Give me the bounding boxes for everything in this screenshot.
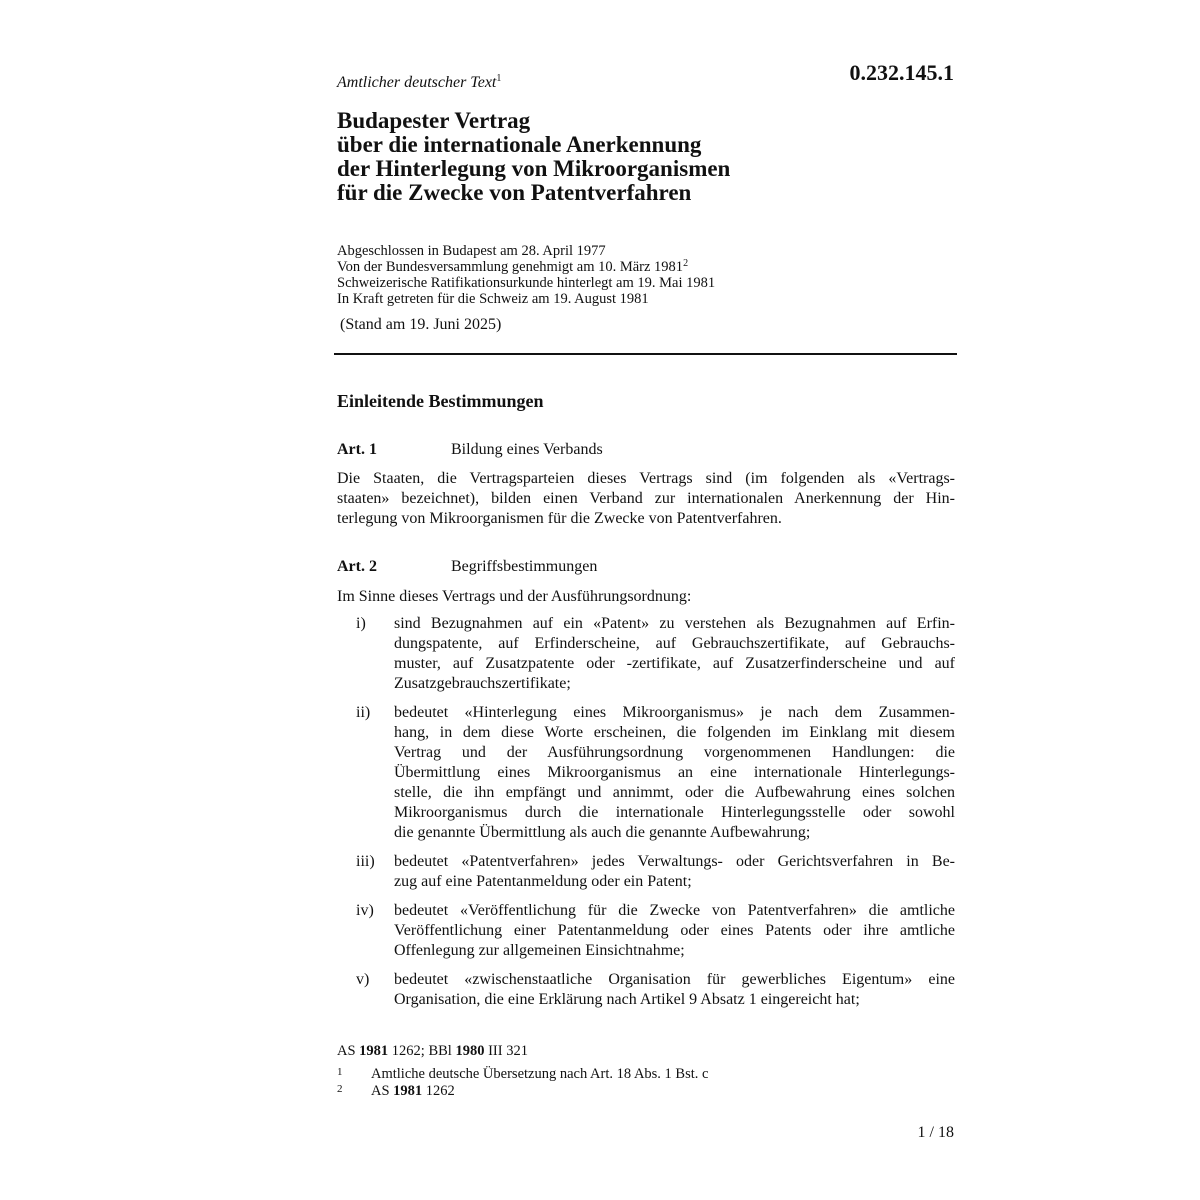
item-text (394, 852, 955, 892)
text-line: stelle, die ihn empfängt und annimmt, oder die Aufbewahrung eines solchen (394, 784, 955, 801)
text-line: staaten» bezeichnet), bilden einen Verband zur internationalen Anerkennung der Hin- (337, 490, 955, 507)
footnote-2 (337, 1081, 455, 1099)
source-bbl-year: 1980 (455, 1043, 485, 1059)
treaty-metadata (337, 243, 957, 307)
article-number: Art. 1 (337, 441, 377, 458)
text-line: hang, in dem diese Worte erscheinen, die folgenden im Einklang mit diesem (394, 724, 955, 741)
footnote-number: 2 (337, 1083, 343, 1095)
title-line: über die internationale Anerkennung (337, 132, 702, 157)
text-line: Die Staaten, die Vertragsparteien dieses Vertrags sind (im folgenden als «Vertrags- (337, 470, 955, 487)
item-number: iii) (356, 853, 375, 870)
text-line: terlegung von Mikroorganismen für die Zwecke von Patentverfahren. (337, 510, 782, 527)
text-line: muster, auf Zusatzpatente oder -zertifikate, auf Zusatzerfinderscheine und auf (394, 655, 955, 672)
header-note-text: Amtlicher deutscher Text (337, 74, 497, 91)
in-force-date: In Kraft getreten für die Schweiz am 19. August 1981 (337, 291, 649, 307)
concluded-date: Abgeschlossen in Budapest am 28. April 1977 (337, 243, 606, 259)
article-number: Art. 2 (337, 558, 377, 575)
footnote-as-label: AS (371, 1083, 390, 1099)
header-note (337, 74, 501, 92)
item-number: i) (356, 615, 366, 632)
text-line: Offenlegung zur allgemeinen Einsichtnahme; (394, 942, 685, 959)
text-line: Zusatzgebrauchszertifikate; (394, 675, 571, 692)
footnote-text: Amtliche deutsche Übersetzung nach Art. 18 Abs. 1 Bst. c (371, 1066, 709, 1082)
footnote-1 (337, 1064, 708, 1082)
text-line: zug auf eine Patentanmeldung oder ein Patent; (394, 873, 692, 890)
article-title: Bildung eines Verbands (451, 441, 603, 458)
article-2-intro (337, 587, 955, 607)
item-text (394, 614, 955, 694)
item-number: ii) (356, 704, 371, 721)
section-heading: Einleitende Bestimmungen (337, 391, 544, 411)
text-line: bedeutet «zwischenstaatliche Organisation für gewerbliches Eigentum» eine (394, 971, 955, 988)
text-line: sind Bezugnahmen auf ein «Patent» zu verstehen als Bezugnahmen auf Erfin- (394, 615, 955, 632)
item-number: v) (356, 971, 370, 988)
footnote-as-page: 1262 (425, 1083, 455, 1099)
item-text (394, 901, 955, 961)
ratified-date: Schweizerische Ratifikationsurkunde hinterlegt am 19. Mai 1981 (337, 275, 716, 291)
item-text (394, 970, 955, 1010)
source-as-label: AS (337, 1043, 356, 1059)
item-text (394, 703, 955, 843)
footnote-ref-2: 2 (683, 258, 689, 269)
item-number: iv) (356, 902, 374, 919)
title-line: für die Zwecke von Patentverfahren (337, 180, 692, 205)
text-line: bedeutet «Veröffentlichung für die Zwecke von Patentverfahren» die amtliche (394, 902, 955, 919)
footnote-number: 1 (337, 1066, 343, 1078)
title-line: der Hinterlegung von Mikroorganismen (337, 156, 731, 181)
source-reference (337, 1043, 528, 1060)
approved-date-line (337, 259, 957, 275)
text-line: dungspatente, auf Erfinderscheine, auf Gebrauchszertifikate, auf Gebrauchs- (394, 635, 955, 652)
text-line: bedeutet «Patentverfahren» jedes Verwaltungs- oder Gerichtsverfahren in Be- (394, 853, 955, 870)
text-line: Mikroorganismus durch die internationale Hinterlegungsstelle oder sowohl (394, 804, 955, 821)
text-line: bedeutet «Hinterlegung eines Mikroorganismus» je nach dem Zusammen- (394, 704, 955, 721)
article-1-heading (337, 441, 603, 459)
source-as-year: 1981 (359, 1043, 389, 1059)
text-line: Veröffentlichung einer Patentanmeldung oder eines Patents oder ihre amtliche (394, 922, 955, 939)
title-line: Budapester Vertrag (337, 108, 531, 133)
sr-number: 0.232.145.1 (849, 60, 954, 85)
source-as-page: 1262; BBl (391, 1043, 452, 1059)
status-date: (Stand am 19. Juni 2025) (340, 316, 502, 333)
text-line: Organisation, die eine Erklärung nach Artikel 9 Absatz 1 eingereicht hat; (394, 991, 860, 1008)
text-line: Vertrag und der Ausführungsordnung vorgenommenen Handlungen: die (394, 744, 955, 761)
header-divider (334, 353, 957, 355)
source-bbl-page: III 321 (488, 1043, 528, 1059)
article-title: Begriffsbestimmungen (451, 558, 598, 575)
text-line: Übermittlung eines Mikroorganismus an eine internationale Hinterlegungs- (394, 764, 955, 781)
article-2-heading (337, 558, 597, 576)
article-1-text (337, 469, 955, 529)
page-number: 1 / 18 (917, 1124, 954, 1141)
document-title (337, 109, 937, 205)
approved-date: Von der Bundesversammlung genehmigt am 10. März 1981 (337, 259, 684, 275)
text-line: die genannte Übermittlung als auch die genannte Aufbewahrung; (394, 824, 811, 841)
footnote-as-year: 1981 (393, 1083, 423, 1099)
footnote-ref-1: 1 (496, 73, 502, 84)
text-line: Im Sinne dieses Vertrags und der Ausführungsordnung: (337, 588, 692, 605)
